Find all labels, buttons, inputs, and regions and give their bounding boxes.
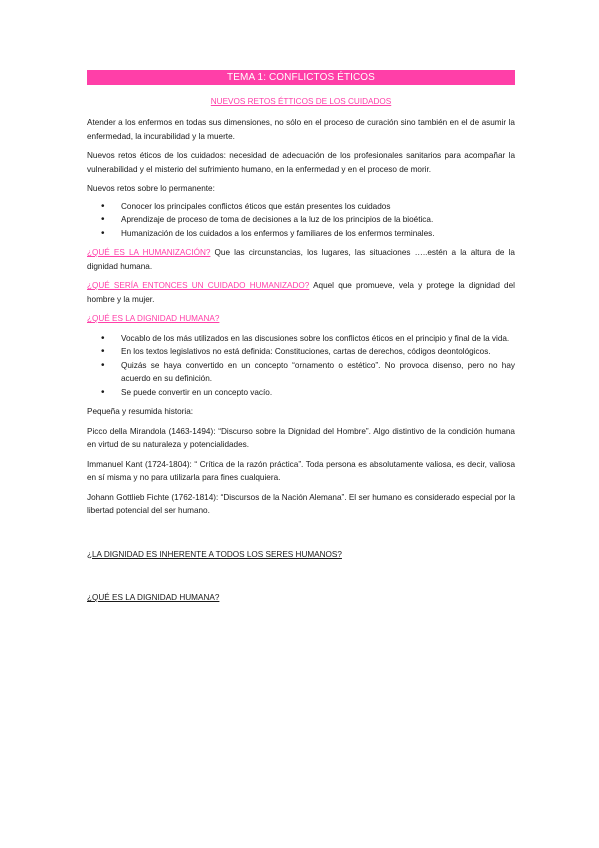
section-subtitle: NUEVOS RETOS ÉTTICOS DE LOS CUIDADOS	[210, 97, 392, 106]
retos-list	[87, 200, 515, 241]
list-item: • Se puede convertir en un concepto vacío.	[101, 386, 515, 400]
paragraph-intro: Atender a los enfermos en todas sus dimensiones, no sólo en el proceso de curación sino también en el de asumir la enfermedad, la incurabilidad y la muerte.	[87, 118, 515, 141]
paragraph-retos: Nuevos retos éticos de los cuidados: necesidad de adecuación de los profesionales sanitarios para acompañar la vulnerabilidad y el misterio del sufrimiento humano, en la enfermedad y en el proceso de morir.	[87, 151, 515, 174]
question-label: ¿QUÉ ES LA HUMANIZACIÓN?	[87, 248, 211, 257]
question-humanizacion	[87, 246, 515, 273]
page-title: TEMA 1: CONFLICTOS ÉTICOS	[87, 70, 515, 85]
answer-text: Aquel que promueve, vela y protege la dignidad del hombre y la mujer.	[87, 281, 515, 304]
history-heading: Pequeña y resumida historia:	[87, 407, 194, 416]
document-page	[87, 70, 515, 605]
question-label: ¿QUÉ ES LA DIGNIDAD HUMANA?	[87, 314, 220, 323]
answer-text: Que las circunstancias, los lugares, las situaciones …..estén a la altura de la dignidad humana.	[87, 248, 515, 271]
history-mirandola: Picco della Mirandola (1463-1494): “Discurso sobre la Dignidad del Hombre”. Algo distintivo de la condición humana en virtud de su naturaleza y potencialidades.	[87, 426, 515, 449]
list-item: • Vocablo de los más utilizados en las discusiones sobre los conflictos éticos en el principio y final de la vida.	[101, 332, 515, 346]
history-kant: Immanuel Kant (1724-1804): “ Crítica de la razón práctica”. Toda persona es absolutamente valiosa, es decir, valiosa en sí misma y no para utilizarla para fines cualquiera.	[87, 459, 515, 482]
question-dignidad	[87, 312, 515, 326]
list-item: • En los textos legislativos no está definida: Constituciones, cartas de derechos, códigos deontológicos.	[101, 345, 515, 359]
list-item: • Conocer los principales conflictos éticos que están presentes los cuidados	[101, 200, 515, 214]
history-fichte: Johann Gottlieb Fichte (1762-1814): “Discursos de la Nación Alemana”. El ser humano es considerado especial por la libertad potencial del ser humano.	[87, 492, 515, 515]
question-cuidado-humanizado	[87, 279, 515, 306]
heading-dignidad-humana: ¿QUÉ ES LA DIGNIDAD HUMANA?	[87, 593, 220, 602]
heading-dignidad-inherente: ¿LA DIGNIDAD ES INHERENTE A TODOS LOS SERES HUMANOS?	[87, 549, 342, 559]
list-item: • Quizás se haya convertido en un concepto “ornamento o estético”. No provoca disenso, pero no hay acuerdo en su definición.	[101, 359, 515, 386]
paragraph-permanente: Nuevos retos sobre lo permanente:	[87, 184, 215, 193]
dignidad-list	[87, 332, 515, 400]
question-label: ¿QUÉ SERÍA ENTONCES UN CUIDADO HUMANIZADO?	[87, 281, 310, 290]
list-item: • Aprendizaje de proceso de toma de decisiones a la luz de los principios de la bioética.	[101, 213, 515, 227]
list-item: • Humanización de los cuidados a los enfermos y familiares de los enfermos terminales.	[101, 227, 515, 241]
